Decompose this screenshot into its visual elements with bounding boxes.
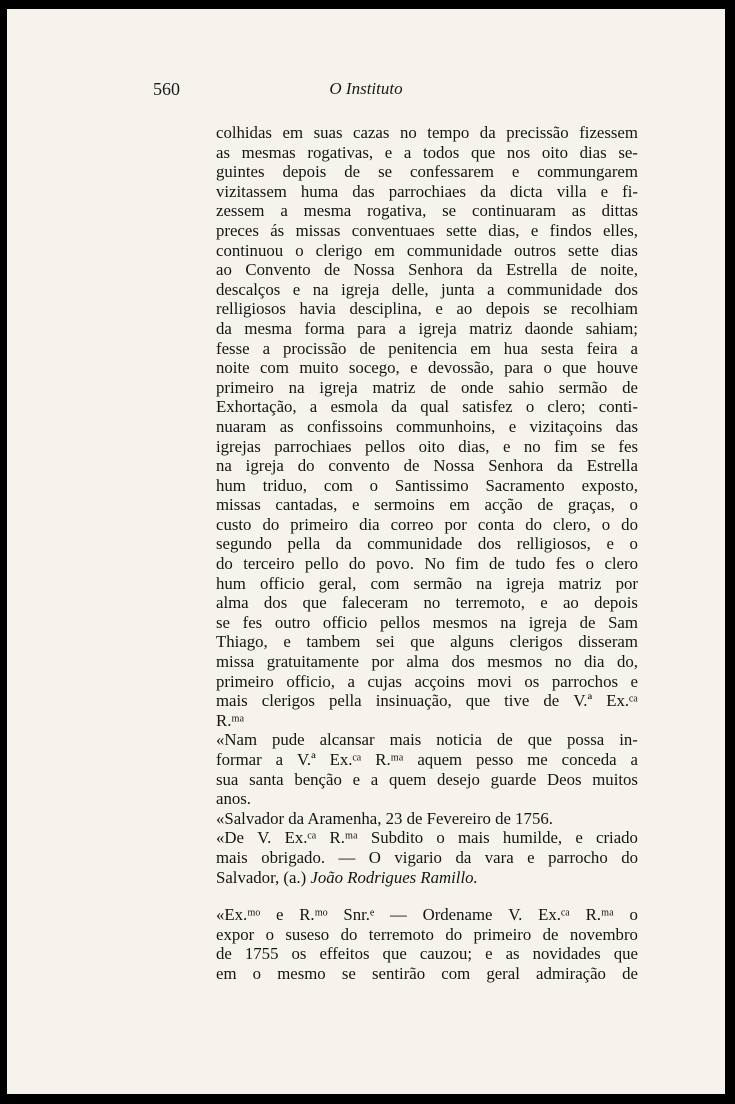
text-line: preces ás missas conventuaes sette dias, e findos elles, bbox=[216, 220, 638, 240]
paragraph bbox=[216, 123, 638, 730]
text-line: continuou o clerigo em communidade outros sette dias bbox=[216, 240, 638, 260]
text-line: igrejas parrochiaes pellos oito dias, e no fim se fes bbox=[216, 436, 638, 456]
text-line: primeiro na igreja matriz de onde sahio sermão de bbox=[216, 377, 638, 397]
text-line: colhidas em suas cazas no tempo da precissão fizessem bbox=[216, 123, 638, 142]
text-line: missas cantadas, e sermoins em acção de graças, o bbox=[216, 495, 638, 515]
paragraph-gap bbox=[216, 887, 638, 905]
text-line: Thiago, e tambem sei que alguns clerigos disseram bbox=[216, 632, 638, 652]
text-line: «Nam pude alcansar mais noticia de que possa in- bbox=[216, 730, 638, 750]
text-line: Exhortação, a esmola da qual satisfez o clero; conti- bbox=[216, 397, 638, 417]
text-line: do terceiro pello do povo. No fim de tudo fes o clero bbox=[216, 554, 638, 574]
text-line: custo do primeiro dia correo por conta do clero, o do bbox=[216, 514, 638, 534]
page-header bbox=[7, 79, 725, 103]
text-line: ao Convento de Nossa Senhora da Estrella de noite, bbox=[216, 260, 638, 280]
text-line: mais clerigos pella insinuação, que tive de V.ª Ex.ᶜᵃ bbox=[216, 691, 638, 711]
paragraph bbox=[216, 809, 638, 829]
signature-line bbox=[216, 868, 638, 888]
text-line: R.ᵐᵃ bbox=[216, 710, 245, 730]
text-line: «Salvador da Aramenha, 23 de Fevereiro de 1756. bbox=[216, 808, 553, 828]
text-line: anos. bbox=[216, 789, 251, 809]
text-line: fesse a procissão de penitencia em hua sesta feira a bbox=[216, 338, 638, 358]
text-line: descalços e na igreja delle, junta a communidade dos bbox=[216, 279, 638, 299]
signature-prefix: Salvador, (a.) bbox=[216, 867, 311, 887]
text-line: de 1755 os effeitos que cauzou; e as novidades que bbox=[216, 944, 638, 964]
text-line: primeiro officio, a cujas acçoins movi os parrochos e bbox=[216, 671, 638, 691]
page-number: 560 bbox=[153, 79, 180, 99]
text-line: hum officio geral, com sermão na igreja matriz por bbox=[216, 573, 638, 593]
text-line: relligiosos havia desciplina, e ao depois se recolhiam bbox=[216, 299, 638, 319]
text-line: as mesmas rogativas, e a todos que nos oito dias se- bbox=[216, 142, 638, 162]
body-text bbox=[216, 123, 638, 984]
text-line: se fes outro officio pellos mesmos na igreja de Sam bbox=[216, 612, 638, 632]
text-line: em o mesmo se sentirão com geral admiração de bbox=[216, 963, 638, 983]
text-line: segundo pella da communidade dos relligiosos, e o bbox=[216, 534, 638, 554]
text-line: «De V. Ex.ᶜᵃ R.ᵐᵃ Subdito o mais humilde, e criado bbox=[216, 828, 638, 848]
document-page bbox=[7, 9, 725, 1094]
text-line: guintes depois de se confessarem e commungarem bbox=[216, 162, 638, 182]
text-line: alma dos que faleceram no terremoto, e ao depois bbox=[216, 593, 638, 613]
text-line: noite com muito socego, e devossão, para o que houve bbox=[216, 358, 638, 378]
text-line: vizitassem huma das parrochiaes da dicta villa e fi- bbox=[216, 181, 638, 201]
text-line: da mesma forma para a igreja matriz daonde sahiam; bbox=[216, 318, 638, 338]
running-title: O Instituto bbox=[329, 79, 403, 98]
paragraph bbox=[216, 905, 638, 983]
text-line: «Ex.ᵐᵒ e R.ᵐᵒ Snr.ᵉ — Ordename V. Ex.ᶜᵃ R.ᵐᵃ o bbox=[216, 905, 638, 925]
paragraph bbox=[216, 828, 638, 887]
text-line: expor o suseso do terremoto do primeiro de novembro bbox=[216, 924, 638, 944]
text-line: na igreja do convento de Nossa Senhora da Estrella bbox=[216, 456, 638, 476]
text-line: hum triduo, com o Santissimo Sacramento exposto, bbox=[216, 475, 638, 495]
text-line: zessem a mesma rogativa, se continuaram as dittas bbox=[216, 201, 638, 221]
text-line: mais obrigado. — O vigario da vara e parrocho do bbox=[216, 847, 638, 867]
signature-name: João Rodrigues Ramillo. bbox=[310, 867, 478, 887]
paragraph bbox=[216, 730, 638, 808]
text-line: sua santa benção e a quem desejo guarde Deos muitos bbox=[216, 769, 638, 789]
text-line: missa gratuitamente por alma dos mesmos no dia do, bbox=[216, 652, 638, 672]
text-line: nuaram as confissoins communhoins, e vizitaçoins das bbox=[216, 416, 638, 436]
text-line: formar a V.ª Ex.ᶜᵃ R.ᵐᵃ aquem pesso me conceda a bbox=[216, 750, 638, 769]
